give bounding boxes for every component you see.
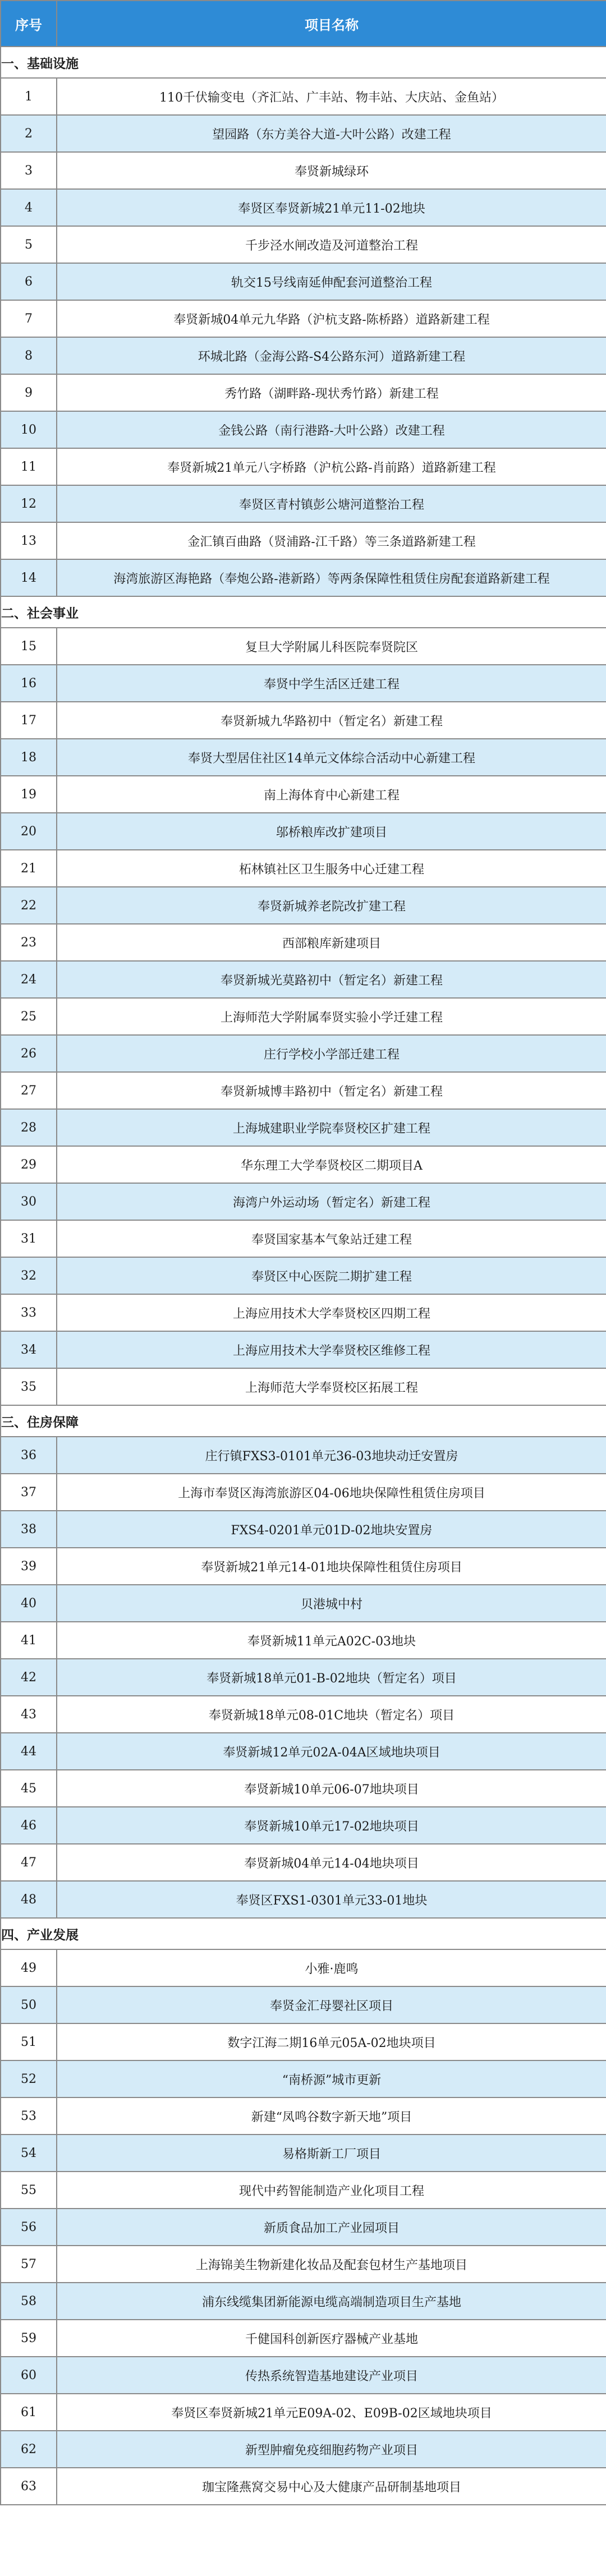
row-number: 46 <box>1 1807 57 1844</box>
project-name: 奉贤新城养老院改扩建工程 <box>57 887 606 924</box>
table-row <box>1 115 606 152</box>
project-name: 数字江海二期16单元05A-02地块项目 <box>57 2023 606 2060</box>
table-row <box>1 887 606 924</box>
row-number: 32 <box>1 1257 57 1294</box>
row-number: 33 <box>1 1294 57 1331</box>
row-number: 50 <box>1 1986 57 2023</box>
row-number: 54 <box>1 2135 57 2172</box>
table-row <box>1 2320 606 2357</box>
project-name: 庄行镇FXS3-0101单元36-03地块动迁安置房 <box>57 1437 606 1474</box>
row-number: 35 <box>1 1368 57 1405</box>
project-name: 奉贤新城04单元14-04地块项目 <box>57 1844 606 1881</box>
project-name: 易格斯新工厂项目 <box>57 2135 606 2172</box>
row-number: 61 <box>1 2394 57 2431</box>
project-name: 新质食品加工产业园项目 <box>57 2209 606 2246</box>
table-row <box>1 1733 606 1770</box>
project-name: 奉贤中学生活区迁建工程 <box>57 665 606 702</box>
project-name: 千健国科创新医疗器械产业基地 <box>57 2320 606 2357</box>
table-row <box>1 2283 606 2320</box>
project-name: 110千伏输变电（齐汇站、广丰站、物丰站、大庆站、金鱼站） <box>57 78 606 115</box>
category-title: 一、基础设施 <box>1 47 606 78</box>
row-number: 10 <box>1 411 57 448</box>
project-name: 望园路（东方美谷大道-大叶公路）改建工程 <box>57 115 606 152</box>
row-number: 9 <box>1 374 57 411</box>
table-row <box>1 961 606 998</box>
project-name: 奉贤大型居住社区14单元文体综合活动中心新建工程 <box>57 739 606 776</box>
project-name: 奉贤新城18单元01-B-02地块（暂定名）项目 <box>57 1659 606 1696</box>
row-number: 14 <box>1 559 57 596</box>
category-row <box>1 1405 606 1437</box>
table-row <box>1 924 606 961</box>
table-header <box>1 1 606 47</box>
table-row <box>1 411 606 448</box>
project-name: 轨交15号线南延伸配套河道整治工程 <box>57 263 606 300</box>
row-number: 4 <box>1 189 57 226</box>
table-row <box>1 1622 606 1659</box>
row-number: 7 <box>1 300 57 337</box>
project-name: 邬桥粮库改扩建项目 <box>57 813 606 850</box>
table-row <box>1 1368 606 1405</box>
project-name: 海湾旅游区海艳路（奉炮公路-港新路）等两条保障性租赁住房配套道路新建工程 <box>57 559 606 596</box>
table-row <box>1 1807 606 1844</box>
project-name: 奉贤新城04单元九华路（沪杭支路-陈桥路）道路新建工程 <box>57 300 606 337</box>
row-number: 19 <box>1 776 57 813</box>
project-name: 西部粮库新建项目 <box>57 924 606 961</box>
project-name: 新建“凤鸣谷数字新天地”项目 <box>57 2097 606 2135</box>
project-name: 珈宝隆燕窝交易中心及大健康产品研制基地项目 <box>57 2468 606 2505</box>
row-number: 60 <box>1 2357 57 2394</box>
row-number: 34 <box>1 1331 57 1368</box>
table-row <box>1 1770 606 1807</box>
project-name: 上海师范大学附属奉贤实验小学迁建工程 <box>57 998 606 1035</box>
table-row <box>1 2060 606 2097</box>
row-number: 28 <box>1 1109 57 1146</box>
table-row <box>1 1548 606 1585</box>
table-row <box>1 1949 606 1986</box>
table-row <box>1 559 606 596</box>
project-name: 奉贤新城10单元17-02地块项目 <box>57 1807 606 1844</box>
row-number: 31 <box>1 1220 57 1257</box>
table-body <box>1 47 606 2505</box>
row-number: 39 <box>1 1548 57 1585</box>
row-number: 45 <box>1 1770 57 1807</box>
table-row <box>1 2394 606 2431</box>
row-number: 53 <box>1 2097 57 2135</box>
table-row <box>1 1844 606 1881</box>
project-name: 贝港城中村 <box>57 1585 606 1622</box>
project-name: FXS4-0201单元01D-02地块安置房 <box>57 1511 606 1548</box>
table-row <box>1 1294 606 1331</box>
project-name: 庄行学校小学部迁建工程 <box>57 1035 606 1072</box>
project-name: 奉贤新城18单元08-01C地块（暂定名）项目 <box>57 1696 606 1733</box>
project-name: 奉贤区FXS1-0301单元33-01地块 <box>57 1881 606 1918</box>
project-name: 环城北路（金海公路-S4公路东河）道路新建工程 <box>57 337 606 374</box>
row-number: 48 <box>1 1881 57 1918</box>
table-row <box>1 1146 606 1183</box>
row-number: 38 <box>1 1511 57 1548</box>
project-name: 现代中药智能制造产业化项目工程 <box>57 2172 606 2209</box>
project-name: 千步泾水闸改造及河道整治工程 <box>57 226 606 263</box>
table-row <box>1 702 606 739</box>
row-number: 44 <box>1 1733 57 1770</box>
project-name: 奉贤新城11单元A02C-03地块 <box>57 1622 606 1659</box>
project-name: 南上海体育中心新建工程 <box>57 776 606 813</box>
table-row <box>1 300 606 337</box>
row-number: 11 <box>1 448 57 485</box>
category-title: 二、社会事业 <box>1 596 606 628</box>
table-row <box>1 189 606 226</box>
header-number: 序号 <box>1 1 57 47</box>
row-number: 37 <box>1 1474 57 1511</box>
project-name: 奉贤区中心医院二期扩建工程 <box>57 1257 606 1294</box>
category-row <box>1 596 606 628</box>
project-name: 金汇镇百曲路（贤浦路-江千路）等三条道路新建工程 <box>57 522 606 559</box>
table-row <box>1 2097 606 2135</box>
project-name: 柘林镇社区卫生服务中心迁建工程 <box>57 850 606 887</box>
row-number: 27 <box>1 1072 57 1109</box>
project-name: 奉贤新城21单元八字桥路（沪杭公路-肖前路）道路新建工程 <box>57 448 606 485</box>
project-name: 金钱公路（南行港路-大叶公路）改建工程 <box>57 411 606 448</box>
project-name: 秀竹路（湖畔路-现状秀竹路）新建工程 <box>57 374 606 411</box>
table-row <box>1 1881 606 1918</box>
project-name: 奉贤新城光莫路初中（暂定名）新建工程 <box>57 961 606 998</box>
row-number: 36 <box>1 1437 57 1474</box>
project-name: 奉贤国家基本气象站迁建工程 <box>57 1220 606 1257</box>
table-row <box>1 1183 606 1220</box>
table-row <box>1 226 606 263</box>
project-name: 小雅·鹿鸣 <box>57 1949 606 1986</box>
table-row <box>1 2135 606 2172</box>
project-name: 传热系统智造基地建设产业项目 <box>57 2357 606 2394</box>
table-row <box>1 998 606 1035</box>
row-number: 8 <box>1 337 57 374</box>
project-name: 复旦大学附属儿科医院奉贤院区 <box>57 628 606 665</box>
table-row <box>1 522 606 559</box>
project-name: 上海锦美生物新建化妆品及配套包材生产基地项目 <box>57 2246 606 2283</box>
table-row <box>1 1257 606 1294</box>
table-row <box>1 1585 606 1622</box>
row-number: 17 <box>1 702 57 739</box>
table-row <box>1 1072 606 1109</box>
category-row <box>1 47 606 78</box>
project-name: 奉贤金汇母婴社区项目 <box>57 1986 606 2023</box>
table-row <box>1 1511 606 1548</box>
table-row <box>1 2357 606 2394</box>
table-row <box>1 776 606 813</box>
table-row <box>1 263 606 300</box>
table-row <box>1 2209 606 2246</box>
row-number: 51 <box>1 2023 57 2060</box>
row-number: 6 <box>1 263 57 300</box>
project-name: 华东理工大学奉贤校区二期项目A <box>57 1146 606 1183</box>
table-row <box>1 1220 606 1257</box>
row-number: 26 <box>1 1035 57 1072</box>
table-row <box>1 2172 606 2209</box>
row-number: 62 <box>1 2431 57 2468</box>
row-number: 58 <box>1 2283 57 2320</box>
project-name: 奉贤新城12单元02A-04A区域地块项目 <box>57 1733 606 1770</box>
row-number: 21 <box>1 850 57 887</box>
row-number: 47 <box>1 1844 57 1881</box>
table-row <box>1 2468 606 2505</box>
table-row <box>1 1474 606 1511</box>
project-name: 奉贤区奉贤新城21单元11-02地块 <box>57 189 606 226</box>
row-number: 18 <box>1 739 57 776</box>
project-name: 奉贤区青村镇彭公塘河道整治工程 <box>57 485 606 522</box>
row-number: 56 <box>1 2209 57 2246</box>
row-number: 20 <box>1 813 57 850</box>
project-name: 新型肿瘤免疫细胞药物产业项目 <box>57 2431 606 2468</box>
table-row <box>1 813 606 850</box>
table-row <box>1 628 606 665</box>
row-number: 2 <box>1 115 57 152</box>
row-number: 24 <box>1 961 57 998</box>
row-number: 13 <box>1 522 57 559</box>
table-row <box>1 1659 606 1696</box>
table-row <box>1 1437 606 1474</box>
table-row <box>1 739 606 776</box>
row-number: 63 <box>1 2468 57 2505</box>
row-number: 15 <box>1 628 57 665</box>
table-row <box>1 1331 606 1368</box>
row-number: 1 <box>1 78 57 115</box>
category-row <box>1 1918 606 1949</box>
project-name: 奉贤新城博丰路初中（暂定名）新建工程 <box>57 1072 606 1109</box>
project-name: 上海市奉贤区海湾旅游区04-06地块保障性租赁住房项目 <box>57 1474 606 1511</box>
project-name: 奉贤新城10单元06-07地块项目 <box>57 1770 606 1807</box>
table-row <box>1 152 606 189</box>
row-number: 41 <box>1 1622 57 1659</box>
table-row <box>1 2246 606 2283</box>
row-number: 3 <box>1 152 57 189</box>
table-row <box>1 1109 606 1146</box>
project-name: 海湾户外运动场（暂定名）新建工程 <box>57 1183 606 1220</box>
table-row <box>1 1696 606 1733</box>
project-name: 上海应用技术大学奉贤校区四期工程 <box>57 1294 606 1331</box>
row-number: 23 <box>1 924 57 961</box>
row-number: 52 <box>1 2060 57 2097</box>
table-row <box>1 2023 606 2060</box>
table-row <box>1 374 606 411</box>
table-row <box>1 485 606 522</box>
category-title: 三、住房保障 <box>1 1405 606 1437</box>
table-row <box>1 1035 606 1072</box>
row-number: 57 <box>1 2246 57 2283</box>
row-number: 49 <box>1 1949 57 1986</box>
project-name: 奉贤新城九华路初中（暂定名）新建工程 <box>57 702 606 739</box>
project-name: 奉贤区奉贤新城21单元E09A-02、E09B-02区域地块项目 <box>57 2394 606 2431</box>
row-number: 22 <box>1 887 57 924</box>
row-number: 12 <box>1 485 57 522</box>
table-row <box>1 1986 606 2023</box>
row-number: 43 <box>1 1696 57 1733</box>
table-row <box>1 448 606 485</box>
table-row <box>1 2431 606 2468</box>
row-number: 59 <box>1 2320 57 2357</box>
row-number: 16 <box>1 665 57 702</box>
table-row <box>1 337 606 374</box>
project-name: “南桥源”城市更新 <box>57 2060 606 2097</box>
project-name: 浦东线缆集团新能源电缆高端制造项目生产基地 <box>57 2283 606 2320</box>
row-number: 29 <box>1 1146 57 1183</box>
row-number: 40 <box>1 1585 57 1622</box>
row-number: 25 <box>1 998 57 1035</box>
table-row <box>1 665 606 702</box>
row-number: 55 <box>1 2172 57 2209</box>
project-name: 上海师范大学奉贤校区拓展工程 <box>57 1368 606 1405</box>
project-name: 奉贤新城21单元14-01地块保障性租赁住房项目 <box>57 1548 606 1585</box>
row-number: 5 <box>1 226 57 263</box>
header-project-name: 项目名称 <box>57 1 606 47</box>
project-name: 上海应用技术大学奉贤校区维修工程 <box>57 1331 606 1368</box>
row-number: 42 <box>1 1659 57 1696</box>
table-row <box>1 850 606 887</box>
project-name: 上海城建职业学院奉贤校区扩建工程 <box>57 1109 606 1146</box>
project-name: 奉贤新城绿环 <box>57 152 606 189</box>
table-row <box>1 78 606 115</box>
row-number: 30 <box>1 1183 57 1220</box>
category-title: 四、产业发展 <box>1 1918 606 1949</box>
